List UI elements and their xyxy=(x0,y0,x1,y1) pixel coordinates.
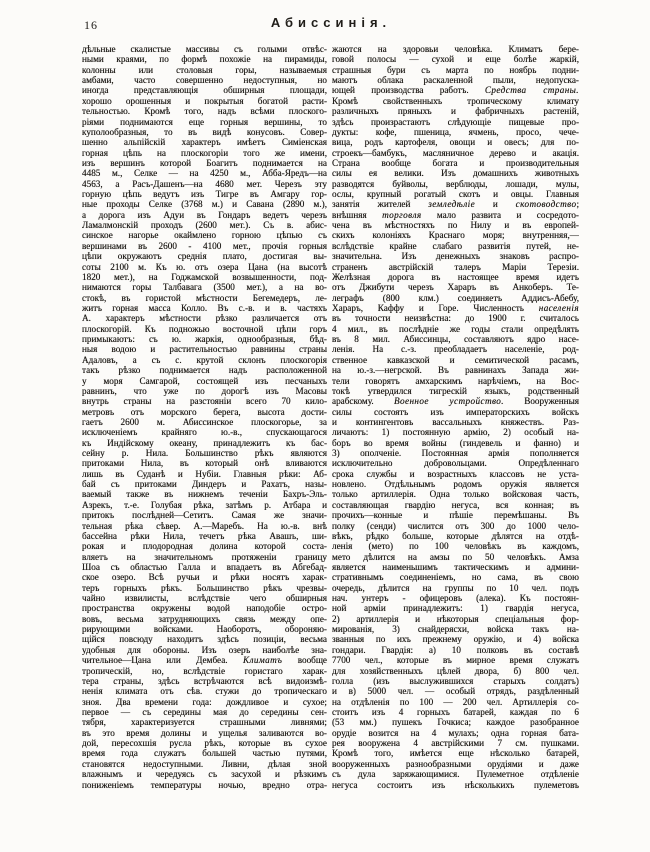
text-line: нимаются горы Талбавага (3500 мет.), а на во- xyxy=(82,282,327,293)
text-line: пониженіемъ температуры ночью, вредно отра- xyxy=(82,779,327,790)
text-line: амбами, часто совершенно недоступныя, но xyxy=(82,75,327,86)
text-line: стокѣ, въ гористой мѣстности Бегемедеръ, ле- xyxy=(82,292,327,303)
text-line: маютъ облака раскаленной пыли, недопуска- xyxy=(332,75,579,86)
text-line: голла (изъ выслужившихся старыхъ солдатъ) xyxy=(332,675,579,686)
text-line: негуса состоитъ изъ нѣсколькихъ пулеметовъ xyxy=(332,779,579,790)
text-line: ленія (мето) по 100 человѣкъ въ каждомъ, xyxy=(332,541,579,552)
text-line: 4 мил., въ послѣдніе же годы стали опредѣлять xyxy=(332,323,579,334)
text-line: бассейна рѣки Нила, течетъ рѣка Авашъ, ши- xyxy=(82,530,327,541)
text-line: становятся недоступными. Ливни, дѣлая зной xyxy=(82,758,327,769)
text-line: 4485 м., Селке — на 4250 м., Абба-Яредъ—на xyxy=(82,168,327,179)
text-line: очередь, дѣлится на группы по 10 чел. подъ xyxy=(332,582,579,593)
text-line: А. характеръ мѣстности рѣзко различается отъ xyxy=(82,313,327,324)
text-line: 7700 чел., которые въ мирное время служатъ xyxy=(332,655,579,666)
text-line: гондари. Гвардія: а) 10 полковъ въ составѣ xyxy=(332,644,579,655)
text-line: теръ горныхъ рѣкъ. Большинство рѣкъ чрезвы- xyxy=(82,582,327,593)
text-line: въ 8 мил. Абиссинцы, составляютъ ядро насе- xyxy=(332,334,579,345)
text-line: полку (сенди) числится отъ 300 до 1000 чело- xyxy=(332,520,579,531)
text-line: лишь въ Суданѣ и Нубіи. Главныя рѣки: Аб- xyxy=(82,468,327,479)
text-line: Желѣзная дорога въ настоящее время идетъ xyxy=(332,271,579,282)
text-line: исключеніемъ крайняго ю.-в., спускающагося xyxy=(82,427,327,438)
text-line: здѣсь произрастаютъ слѣдующіе пищевые про- xyxy=(332,116,579,127)
text-line: соты 2100 м. Къ ю. отъ озера Цана (на высотѣ xyxy=(82,261,327,272)
text-line: синское нагорье окаймлено горною цѣпью съ xyxy=(82,230,327,241)
text-line: щійся повсюду находитъ здѣсь позиціи, весьма xyxy=(82,634,327,645)
text-line: леграфъ (800 клм.) соединяетъ Аддисъ-Абебу, xyxy=(332,292,579,303)
text-line: 1820 мет.), на Годжамской возвышенности, под- xyxy=(82,271,327,282)
text-line: и в) 5000 чел. — особый отрядъ, раздѣленный xyxy=(332,686,579,697)
text-line: 2) артиллерія и нѣкоторыя спеціальныя фор- xyxy=(332,613,579,624)
text-line: только артиллерія. Одна только войсковая часть, xyxy=(332,489,579,500)
text-line: ленія. На с.-з. преобладаетъ населеніе, род- xyxy=(332,344,579,355)
text-line: внутрь страны на разстояніи всего 70 кило- xyxy=(82,396,327,407)
text-line: дукты: кофе, пшеница, ячмень, просо, чече- xyxy=(332,126,579,137)
text-column-right xyxy=(332,44,579,790)
text-line: личаютъ: 1) постоянную армію, 2) особый на- xyxy=(332,427,579,438)
text-line: первое — съ середины мая до середины сен- xyxy=(82,707,327,717)
text-line: рокая и плодородная долина которой соста- xyxy=(82,541,327,552)
text-line: примыкаютъ: съ ю. жаркія, однообразныя, бѣд- xyxy=(82,334,327,345)
text-line: значительна. Изъ денежныхъ знаковъ распро- xyxy=(332,251,579,262)
text-line: новлено. Отдѣльнымъ родомъ оружія является xyxy=(332,479,579,490)
page-number: 16 xyxy=(84,18,98,32)
text-line: строекъ—бамбукъ, масляничное дерево и акація. xyxy=(332,147,579,158)
text-line: зноя. Два времени года: дождливое и сухое; xyxy=(82,696,327,707)
text-line: внѣшняя торговля мало развита и сосредото- xyxy=(332,209,579,220)
text-line: ными краями, по формѣ похожіе на пирамиды, xyxy=(82,54,327,65)
text-line: званныя по ихъ прежнему оружію, и 4) войска xyxy=(332,634,579,645)
text-column-left xyxy=(82,44,327,790)
text-line: ные проходы Селке (3768 м.) и Савана (2890 м.), xyxy=(82,199,327,210)
text-line: къ Индійскому океану, принадлежитъ къ бас- xyxy=(82,437,327,448)
text-line: 3) ополченіе. Постоянная армія пополняется xyxy=(332,448,579,459)
text-line: силы ея велики. Изъ домашнихъ животныхъ xyxy=(332,168,579,179)
text-line: страненъ австрійскій талеръ Маріи Терезіи. xyxy=(332,261,579,272)
text-line: колонны или столовыя горы, называемыя xyxy=(82,64,327,75)
page-title: Абиссинія. xyxy=(270,15,392,30)
text-line: ское озеро. Всѣ ручьи и рѣки носятъ харак- xyxy=(82,572,327,583)
text-line: тельностью. Кромѣ того, надъ всѣми плоского- xyxy=(82,106,327,117)
text-line: вершинами въ 2600 - 4100 мет., прочія горныя xyxy=(82,240,327,251)
text-line: является наименьшимъ тактическимъ и админи- xyxy=(332,561,579,572)
text-line: нач. унтеръ - офицеровъ (алека). Къ постоян- xyxy=(332,593,579,604)
text-line: бай съ притоками Диндеръ и Рахатъ, назы- xyxy=(82,479,327,490)
text-line: Азрекъ, т.-е. Голубая рѣка, затѣмъ р. Атбара и xyxy=(82,499,327,510)
text-line: сейну р. Нила. Большинство рѣкъ являются xyxy=(82,448,327,459)
text-line: занятія жителей земледѣліе и скотоводство; xyxy=(332,199,579,210)
text-line: тября, характеризуется страшными ливнями; xyxy=(82,717,327,728)
text-line: составляющая гвардію негуса, вся конная; въ xyxy=(332,499,579,510)
text-line: шенно альпійскій характеръ имѣетъ Симіенская xyxy=(82,137,327,148)
text-line: въ точности неизвѣстна: до 1900 г. считалось xyxy=(332,313,579,324)
text-line: Адаловъ, а съ с. крутой склонъ плоскогорія xyxy=(82,354,327,365)
text-line: боръ во время войны (гиндевель и фанно) и xyxy=(332,437,579,448)
text-line: на отдѣленія по 100 — 200 чел. Артиллерія со- xyxy=(332,696,579,707)
text-line: чительное—Цана или Дембеа. Климатъ вообще xyxy=(82,655,327,666)
text-line: дѣльные скалистые массивы съ голыми отвѣс- xyxy=(82,44,327,54)
text-line: жаются на здоровьи человѣка. Климатъ бере- xyxy=(332,44,579,54)
text-line: вслѣдствіе крайне слабаго развитія путей, не- xyxy=(332,240,579,251)
text-line: на ю.-з.—негрской. Въ равнинахъ Запада жи- xyxy=(332,365,579,376)
text-line: горную цѣпь ведутъ изъ Тигре въ Амгару гор- xyxy=(82,189,327,200)
text-line: такъ рѣзко поднимается надъ расположенной xyxy=(82,365,327,376)
text-line: отъ Джибути черезъ Хараръ въ Анкоберъ. Те- xyxy=(332,282,579,293)
text-line: изъ вершинъ которой Боагитъ поднимается на xyxy=(82,157,327,168)
text-line: цѣпи окружаютъ среднія плато, достигая вы- xyxy=(82,251,327,262)
text-line: ной арміи принадлежитъ: 1) гвардія негуса, xyxy=(332,603,579,614)
text-line: прочихъ—конные и пѣшіе перемѣшаны. Въ xyxy=(332,510,579,521)
text-line: Хараръ, Каффу и Горе. Численность населенія xyxy=(332,302,579,313)
text-line: тропическій, но, вслѣдствіе гористаго харак- xyxy=(82,665,327,676)
text-line: плоскогорій. Къ подножью восточной цѣпи горъ xyxy=(82,323,327,334)
text-line: житъ горная масса Колло. Въ с.-в. и в. частяхъ xyxy=(82,302,327,313)
text-line: тельная рѣка сѣвер. А.—Маребъ. На ю.-в. внѣ xyxy=(82,520,327,531)
text-line: влажнымъ и чередуясь съ засухой и рѣзкимъ xyxy=(82,769,327,780)
text-line: стоитъ изъ 4 горныхъ батарей, каждая по 6 xyxy=(332,707,579,717)
text-line: мированія, 3) снайдерясхи, войска такъ на- xyxy=(332,624,579,635)
text-line: чайно извилисты, вслѣдствіе чего обширныя xyxy=(82,593,327,604)
text-line: Шоа съ областью Галла и впадаетъ въ Абгебад- xyxy=(82,561,327,572)
text-line: и контингентовъ вассальныхъ княжествъ. Раз- xyxy=(332,416,579,427)
text-line: ослы, крупный рогатый скотъ и овцы. Главныя xyxy=(332,189,579,200)
text-line: равнинъ, что уже по дорогѣ изъ Масовы xyxy=(82,385,327,396)
text-line: вѣкъ, рѣдко больше, которые дѣлятся на отдѣ- xyxy=(332,530,579,541)
text-line: исключительно добровольцами. Опредѣленнаго xyxy=(332,458,579,469)
text-line: горная цѣпь на плоскогоріи того же имени, xyxy=(82,147,327,158)
text-line: въ это время долины и ущелья заливаются во- xyxy=(82,727,327,738)
text-line: рирующими войсками. Наоборотъ, обороняю- xyxy=(82,624,327,635)
text-line: Кромѣ того, имѣется еще нѣсколько батарей, xyxy=(332,748,579,759)
text-line: тели говорятъ амхарскимъ нарѣчіемъ, на Вос- xyxy=(332,375,579,386)
text-line: токѣ утвердился тигрескій языкъ, родственный xyxy=(332,385,579,396)
text-line: разводятся буйволы, верблюды, лошади, мулы, xyxy=(332,178,579,189)
text-line: (53 мм.) пушекъ Гочкиса; каждое разобранное xyxy=(332,717,579,728)
text-line: стративнымъ соединеніемъ, но сама, въ свою xyxy=(332,572,579,583)
text-line: ныя водою и растительностью равнины страны xyxy=(82,344,327,355)
text-line: Страна вообще богата и производительныя xyxy=(332,157,579,168)
text-line: срока службы и возрастныхъ классовъ не уста- xyxy=(332,468,579,479)
text-line: арабскому. Военное устройство. Вооруженныя xyxy=(332,396,579,407)
text-line: страшныя бури съ марта по ноябрь подни- xyxy=(332,64,579,75)
text-line: притоками Нила, въ который онѣ вливаются xyxy=(82,458,327,469)
text-line: а дорога изъ Адуи въ Гондаръ ведетъ черезъ xyxy=(82,209,327,220)
text-line: удобныя для обороны. Изъ озеръ наиболѣе зна- xyxy=(82,644,327,655)
text-line: дой, пересохшія русла рѣкъ, которые въ сухое xyxy=(82,738,327,749)
text-line: говой полосы — сухой и еще болѣе жаркій, xyxy=(332,54,579,65)
text-line: ственное кавказской и семитической расамъ, xyxy=(332,354,579,365)
text-line: мето дѣлится на амзы по 50 человѣкъ. Амза xyxy=(332,551,579,562)
text-line: хорошо орошенныя и покрытыя богатой расти- xyxy=(82,95,327,106)
text-line: силы состоятъ изъ императорскихъ войскъ xyxy=(332,406,579,417)
text-line: рея вооружена 4 австрійскими 7 см. пушками. xyxy=(332,738,579,749)
text-line: у моря Самгарой, состоящей изъ песчаныхъ xyxy=(82,375,327,386)
text-line: ненія климата отъ сѣв. стужи до тропическаго xyxy=(82,686,327,697)
text-line: 4563, а Расъ-Дашенъ—на 4680 мет. Черезъ эту xyxy=(82,178,327,189)
text-line: различныхъ пряныхъ и фабричныхъ растеній, xyxy=(332,106,579,117)
text-line: вица, родъ картофеля, овощи и овесъ; для по- xyxy=(332,137,579,148)
text-line: вооруженныхъ разнообразными орудіями и даже xyxy=(332,758,579,769)
text-line: орудіе возится на 4 мулахъ; одна горная бата- xyxy=(332,727,579,738)
text-line: ющей производства работъ. Средства страны. xyxy=(332,85,579,96)
text-line: скихъ колоніяхъ Краснаго моря; внутренняя,— xyxy=(332,230,579,241)
text-line: съ дула заряжающимися. Пулеметное отдѣленіе xyxy=(332,769,579,780)
text-line: для хозяйственныхъ цѣлей двора, б) 800 чел. xyxy=(332,665,579,676)
text-line: вляетъ на значительномъ протяженіи границу xyxy=(82,551,327,562)
text-line: гаетъ 2600 м. Абиссинское плоскогорье, за xyxy=(82,416,327,427)
text-line: Кромѣ свойственныхъ тропическому климату xyxy=(332,95,579,106)
text-line: пространства окружены водой наподобіе остро- xyxy=(82,603,327,614)
text-line: куполообразныя, то въ видѣ конусовъ. Совер- xyxy=(82,126,327,137)
text-line: ріями поднимаются еще горныя вершины, то xyxy=(82,116,327,127)
text-line: притокъ послѣдней—Сетитъ. Самая же значи- xyxy=(82,510,327,521)
text-line: чена въ мѣстностяхъ по Нилу и въ европей- xyxy=(332,220,579,231)
text-line: время года служатъ большей частью путями, xyxy=(82,748,327,759)
text-line: иногда представляющія обширныя площади, xyxy=(82,85,327,96)
text-line: вовъ, весьма затрудняющихъ связь между опе- xyxy=(82,613,327,624)
text-line: ваемый также въ нижнемъ теченіи Бахръ-Эль- xyxy=(82,489,327,500)
text-line: Ламалмонскій проходъ (2600 мет.). Съ в. абис- xyxy=(82,220,327,231)
text-line: тера страны, здѣсь встрѣчаются всѣ видоизмѣ- xyxy=(82,675,327,686)
text-line: метровъ отъ морского берега, высота дости- xyxy=(82,406,327,417)
